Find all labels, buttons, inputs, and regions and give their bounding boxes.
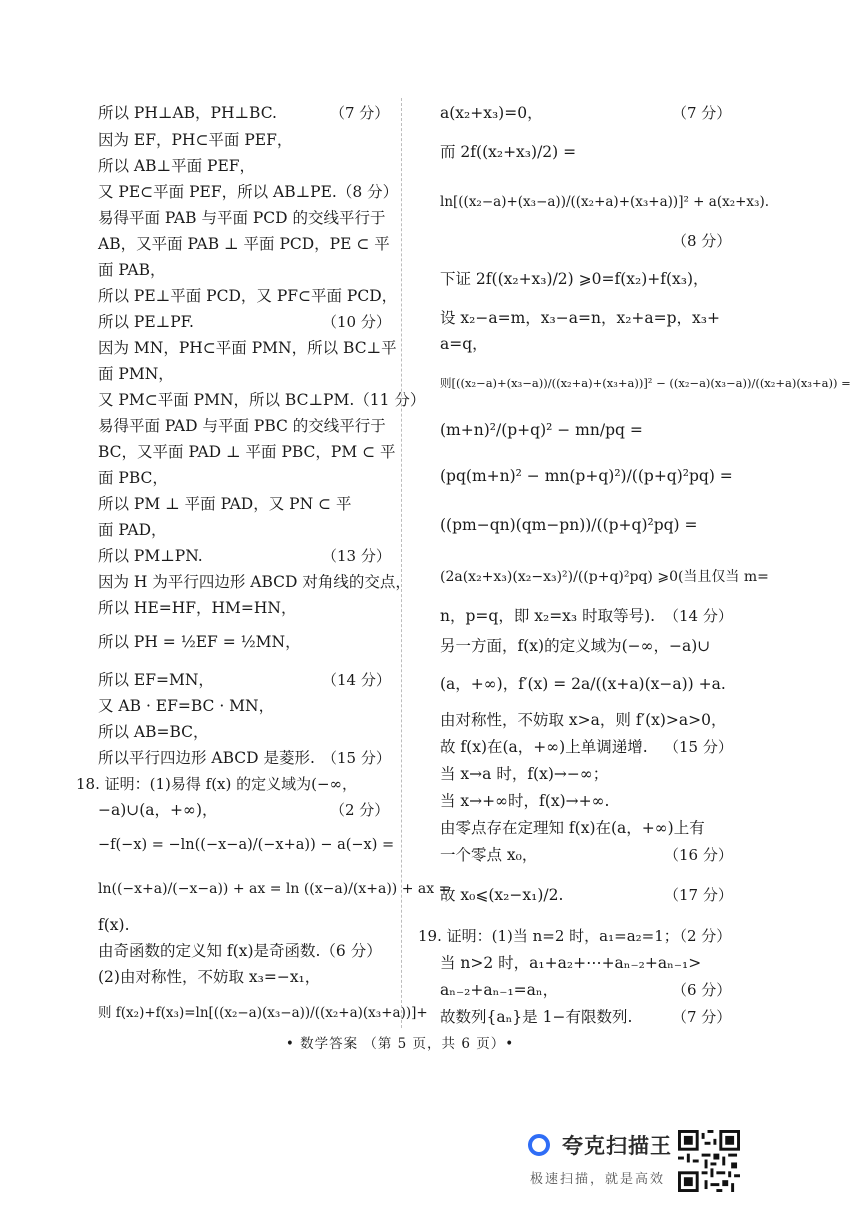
score-label: （2 分） — [672, 927, 732, 945]
text-line: 所以 PE⊥平面 PCD，又 PF⊂平面 PCD， — [98, 287, 398, 305]
qr-code-icon — [678, 1128, 740, 1194]
text-line: 又 PE⊂平面 PEF，所以 AB⊥PE.（8 分） — [98, 183, 399, 201]
text-line: 所以 AB⊥平面 PEF， — [98, 157, 256, 175]
score-label: （6 分） — [672, 981, 732, 999]
column-divider — [401, 98, 402, 1028]
text-line: 所以 PH⊥AB，PH⊥BC. — [98, 104, 277, 122]
text-line: 因为 H 为平行四边形 ABCD 对角线的交点， — [98, 573, 411, 591]
score-label: （16 分） — [664, 846, 733, 864]
text-line: 所以 AB=BC， — [98, 723, 209, 741]
text-line: n，p=q，即 x₂=x₃ 时取等号). — [440, 607, 656, 625]
formula-line: 所以 PH = ½EF = ½MN， — [98, 633, 301, 651]
text-line: 设 x₂−a=m，x₃−a=n，x₂+a=p，x₃+ — [440, 309, 720, 327]
formula-line: 则[((x₂−a)+(x₃−a))/((x₂+a)+(x₃+a))]² − ((x₂−a)(x₃−a))/((x₂+a)(x₃+a)) = — [440, 376, 851, 390]
text-line: 易得平面 PAD 与平面 PBC 的交线平行于 — [98, 417, 386, 435]
formula-line: (pq(m+n)² − mn(p+q)²)/((p+q)²pq) = — [440, 467, 733, 485]
score-label: （7 分） — [330, 104, 390, 122]
formula-line: 而 2f((x₂+x₃)/2) = — [440, 143, 577, 161]
watermark-title: 夸克扫描王 — [562, 1134, 672, 1158]
score-label: （14 分） — [322, 671, 391, 689]
text-line: 又 AB · EF=BC · MN， — [98, 697, 275, 715]
text-line: 当 n>2 时，a₁+a₂+⋯+aₙ₋₂+aₙ₋₁> — [440, 954, 702, 972]
text-line: 所以平行四边形 ABCD 是菱形. — [98, 749, 315, 767]
text-line: 一个零点 x₀， — [440, 846, 538, 864]
score-label: （7 分） — [672, 1008, 732, 1026]
question-19-start: 19. 证明：(1)当 n=2 时，a₁=a₂=1； — [418, 927, 679, 945]
watermark-subtitle: 极速扫描，就是高效 — [530, 1172, 666, 1187]
score-label: （7 分） — [672, 104, 732, 122]
score-label: （13 分） — [322, 547, 391, 565]
scanner-logo-icon — [528, 1134, 550, 1156]
score-label: （15 分） — [664, 738, 733, 756]
score-label: （15 分） — [322, 749, 391, 767]
text-line: BC，又平面 PAD ⊥ 平面 PBC，PM ⊂ 平 — [98, 443, 396, 461]
text-line: 易得平面 PAB 与平面 PCD 的交线平行于 — [98, 209, 386, 227]
score-label: （17 分） — [664, 886, 733, 904]
text-line: 由对称性，不妨取 x>a，则 f′(x)>a>0， — [440, 711, 727, 729]
text-line: (2)由对称性，不妨取 x₃=−x₁， — [98, 968, 321, 986]
score-label: （14 分） — [664, 607, 733, 625]
text-line: −a)∪(a，+∞)， — [98, 801, 218, 819]
formula-line: (m+n)²/(p+q)² − mn/pq = — [440, 421, 643, 439]
formula-line: ln((−x+a)/(−x−a)) + ax = ln ((x−a)/(x+a)) + ax = — [98, 881, 451, 897]
text-line: 所以 HE=HF，HM=HN， — [98, 599, 297, 617]
formula-line: 下证 2f((x₂+x₃)/2) ⩾0=f(x₂)+f(x₃)， — [440, 270, 709, 288]
text-line: 所以 PM⊥PN. — [98, 547, 203, 565]
text-line: 因为 MN，PH⊂平面 PMN，所以 BC⊥平 — [98, 339, 397, 357]
text-line: 当 x→a 时，f(x)→−∞； — [440, 765, 609, 783]
text-line: 当 x→+∞时，f(x)→+∞. — [440, 792, 610, 810]
formula-line: 故 x₀⩽(x₂−x₁)/2. — [440, 886, 564, 904]
score-label: （8 分） — [672, 232, 732, 250]
formula-line: 则 f(x₂)+f(x₃)=ln[((x₂−a)(x₃−a))/((x₂+a)(x₃+a))]+ — [98, 1005, 428, 1021]
text-line: 又 PM⊂平面 PMN，所以 BC⊥PM.（11 分） — [98, 391, 426, 409]
text-line: 所以 PE⊥PF. — [98, 313, 194, 331]
score-label: （2 分） — [330, 801, 390, 819]
formula-line: ln[((x₂−a)+(x₃−a))/((x₂+a)+(x₃+a))]² + a(x₂+x₃). — [440, 194, 770, 210]
formula-line: (a，+∞)，f′(x) = 2a/((x+a)(x−a)) +a. — [440, 675, 726, 693]
text-line: 由奇函数的定义知 f(x)是奇函数.（6 分） — [98, 942, 382, 960]
scanner-watermark — [522, 1128, 752, 1198]
text-line: 由零点存在定理知 f(x)在(a，+∞)上有 — [440, 819, 705, 837]
text-line: 面 PBC， — [98, 469, 168, 487]
text-line: 故 f(x)在(a，+∞)上单调递增. — [440, 738, 648, 756]
text-line: 所以 PM ⊥ 平面 PAD，又 PN ⊂ 平 — [98, 495, 352, 513]
text-line: 面 PMN， — [98, 365, 174, 383]
formula-line: (2a(x₂+x₃)(x₂−x₃)²)/((p+q)²pq) ⩾0(当且仅当 m= — [440, 569, 769, 585]
formula-line: −f(−x) = −ln((−x−a)/(−x+a)) − a(−x) = — [98, 837, 395, 853]
text-line: aₙ₋₂+aₙ₋₁=aₙ， — [440, 981, 559, 999]
page-footer: • 数学答案 （第 5 页，共 6 页）• — [285, 1036, 515, 1052]
text-line: 面 PAB， — [98, 261, 166, 279]
text-line: AB，又平面 PAB ⊥ 平面 PCD，PE ⊂ 平 — [98, 235, 390, 253]
score-label: （10 分） — [322, 313, 391, 331]
text-line: 所以 EF=MN， — [98, 671, 214, 689]
text-line: 面 PAD， — [98, 521, 167, 539]
text-line: 另一方面，f(x)的定义域为(−∞，−a)∪ — [440, 637, 711, 655]
text-line: a=q， — [440, 335, 488, 353]
text-line: f(x). — [98, 916, 130, 934]
formula-line: ((pm−qn)(qm−pn))/((p+q)²pq) = — [440, 516, 698, 534]
question-18-start: 18. 证明：(1)易得 f(x) 的定义域为(−∞， — [76, 775, 358, 793]
text-line: 故数列{aₙ}是 1−有限数列. — [440, 1008, 633, 1026]
text-line: a(x₂+x₃)=0， — [440, 104, 543, 122]
text-line: 因为 EF，PH⊂平面 PEF， — [98, 131, 293, 149]
